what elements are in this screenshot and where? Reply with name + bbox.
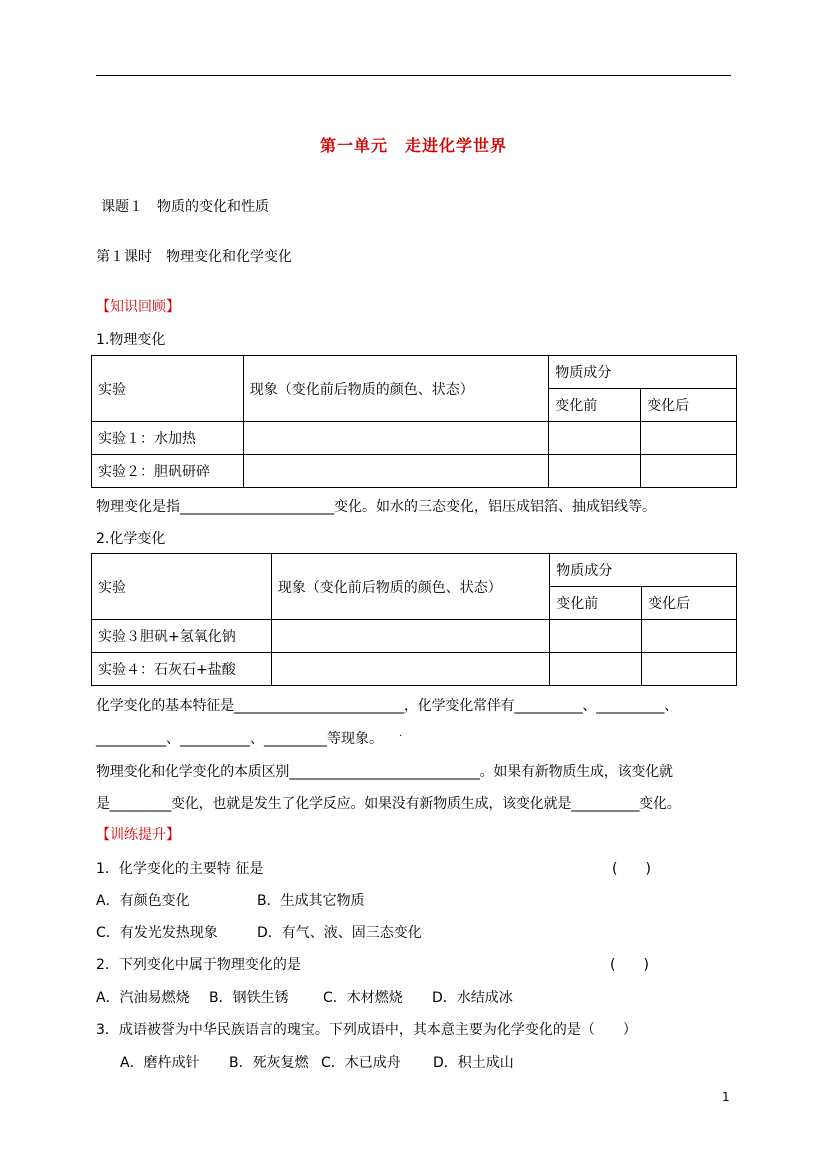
question-3-option-c: C．木已成舟: [321, 1055, 401, 1071]
table-cell: [642, 653, 737, 686]
col-composition: 物质成分: [549, 356, 737, 389]
question-1-answer-bracket: ( ): [612, 861, 651, 877]
col-experiment: 实验: [92, 554, 272, 620]
question-2-option-c: C．木材燃烧: [323, 990, 403, 1006]
table-row-label: 实验２：胆矾研碎: [92, 455, 244, 488]
col-before: 变化前: [549, 389, 641, 422]
chemical-feature-line1: 化学变化的基本特征是_________________________，化学变化常伴有__________、__________、: [96, 698, 678, 714]
table-cell: [549, 422, 641, 455]
question-2-option-b: B．钢铁生锈: [209, 990, 289, 1006]
table-cell: [271, 620, 550, 653]
col-after: 变化后: [641, 389, 737, 422]
col-after: 变化后: [642, 587, 737, 620]
review-heading: 【知识回顾】: [96, 299, 180, 315]
question-2-option-a: A．汽油易燃烧: [96, 990, 190, 1006]
question-1-option-c: C．有发光发热现象: [96, 925, 218, 941]
table-cell: [642, 620, 737, 653]
essence-line2: 是_________变化，也就是发生了化学反应。如果没有新物质生成，该变化就是__________变化。: [96, 796, 681, 812]
question-1-stem: 1．化学变化的主要特 征是: [96, 861, 264, 877]
chemical-change-table: [91, 553, 737, 686]
table-cell: [641, 455, 737, 488]
question-3-option-b: B．死灰复燃: [229, 1055, 309, 1071]
lesson-period: 第１课时 物理变化和化学变化: [96, 249, 292, 265]
col-before: 变化前: [550, 587, 642, 620]
header-rule: [96, 75, 731, 76]
col-phenomenon: 现象（变化前后物质的颜色、状态）: [271, 554, 550, 620]
question-1-option-b: B．生成其它物质: [257, 893, 365, 909]
question-2-option-d: D．水结成冰: [432, 990, 513, 1006]
physical-change-label: 1.物理变化: [96, 332, 166, 348]
table-row-label: 实验１：水加热: [92, 422, 244, 455]
table-cell: [271, 653, 550, 686]
lesson-topic: 课题１ 物质的变化和性质: [101, 199, 269, 215]
question-3-stem: 3．成语被誉为中华民族语言的瑰宝。下列成语中，其本意主要为化学变化的是（ ）: [96, 1022, 637, 1038]
question-3-option-a: A．磨杵成针: [120, 1055, 200, 1071]
practice-heading: 【训练提升】: [96, 827, 180, 843]
chemical-change-label: 2.化学变化: [96, 531, 166, 547]
question-1-option-d: D．有气、液、固三态变化: [257, 925, 422, 941]
physical-change-table: [91, 355, 737, 488]
page-number: 1: [722, 1090, 730, 1104]
question-2-stem: 2．下列变化中属于物理变化的是: [96, 957, 301, 973]
table-row-label: 实验３胆矾+氢氧化钠: [92, 620, 272, 653]
table-cell: [550, 620, 642, 653]
chemical-feature-line2: __________、__________、_________等现象。: [96, 731, 383, 747]
table-row-label: 实验４：石灰石+盐酸: [92, 653, 272, 686]
stray-dot: .: [399, 728, 403, 739]
essence-line1: 物理变化和化学变化的本质区别____________________________。如果有新物质生成，该变化就: [96, 764, 673, 780]
question-2-answer-bracket: ( ): [610, 957, 649, 973]
table-cell: [243, 422, 548, 455]
physical-change-definition: 物理变化是指______________________变化。如水的三态变化，铝压成铝箔、抽成铝线等。: [96, 499, 656, 515]
question-3-option-d: D．积土成山: [433, 1055, 514, 1071]
col-phenomenon: 现象（变化前后物质的颜色、状态）: [243, 356, 548, 422]
table-cell: [641, 422, 737, 455]
col-composition: 物质成分: [550, 554, 737, 587]
question-1-option-a: A．有颜色变化: [96, 893, 190, 909]
table-cell: [243, 455, 548, 488]
table-cell: [549, 455, 641, 488]
unit-title: 第一单元 走进化学世界: [319, 136, 507, 155]
col-experiment: 实验: [92, 356, 244, 422]
table-cell: [550, 653, 642, 686]
